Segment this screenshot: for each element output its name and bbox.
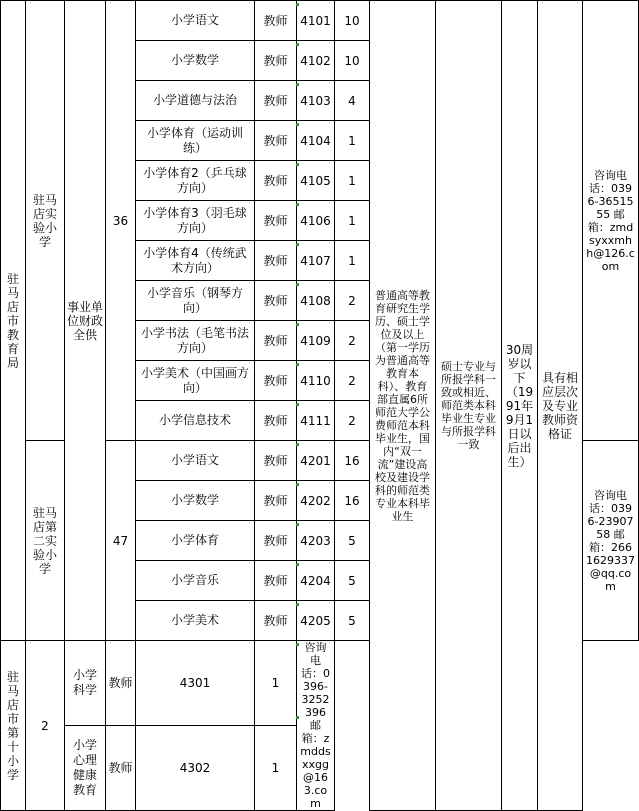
position-type-cell: 教师 [106,726,136,811]
certificate-requirement-cell: 具有相应层次及专业教师资格证 [538,1,583,811]
school-name-cell: 驻马店第二实验小学 [26,441,65,641]
cell-marker [296,43,299,46]
position-type-cell: 教师 [255,81,297,121]
cell-marker [296,163,299,166]
cell-marker [296,323,299,326]
cell-marker [296,123,299,126]
position-type-cell: 教师 [255,361,297,401]
position-code-cell: 4111 [297,401,335,441]
contact-cell: 咨询电话：0396-2390758 邮箱：2661629337@qq.com [583,441,639,641]
position-type-cell: 教师 [255,161,297,201]
cell-marker [296,483,299,486]
hire-count-cell: 1 [335,241,370,281]
organizer-cell: 驻马店市教育局 [1,1,26,641]
subject-cell: 小学道德与法治 [136,81,255,121]
position-type-cell: 教师 [255,1,297,41]
school-name-cell: 驻马店实验小学 [26,1,65,441]
cell-marker [296,243,299,246]
position-type-cell: 教师 [255,601,297,641]
position-code-cell: 4101 [297,1,335,41]
hire-count-cell: 2 [335,361,370,401]
position-code-cell: 4204 [297,561,335,601]
position-code-cell: 4110 [297,361,335,401]
position-type-cell: 教师 [255,121,297,161]
subject-cell: 小学体育（运动训练） [136,121,255,161]
major-requirement-cell: 硕士专业与所报学科一致或相近、师范类本科毕业生专业与所报学科一致 [436,1,502,811]
hire-count-cell: 1 [335,121,370,161]
cell-marker [296,716,299,719]
position-type-cell: 教师 [106,641,136,726]
cell-marker [296,403,299,406]
cell-marker [296,83,299,86]
age-requirement-cell: 30周岁以下（1991年9月1日以后出生） [502,1,538,811]
position-code-cell: 4106 [297,201,335,241]
subject-cell: 小学心理健康教育 [65,726,106,811]
position-code-cell: 4205 [297,601,335,641]
position-code-cell: 4107 [297,241,335,281]
position-code-cell: 4301 [136,641,255,726]
subject-cell: 小学信息技术 [136,401,255,441]
subject-cell: 小学美术 [136,601,255,641]
position-type-cell: 教师 [255,41,297,81]
cell-marker [296,283,299,286]
position-code-cell: 4109 [297,321,335,361]
position-code-cell: 4105 [297,161,335,201]
position-type-cell: 教师 [255,281,297,321]
position-code-cell: 4102 [297,41,335,81]
position-code-cell: 4103 [297,81,335,121]
hire-count-cell: 5 [335,561,370,601]
hire-count-cell: 10 [335,41,370,81]
position-code-cell: 4108 [297,281,335,321]
position-code-cell: 4302 [136,726,255,811]
contact-cell: 咨询电话：0396-3651555 邮箱：zmdsyxxmhh@126.com [583,1,639,441]
hire-count-cell: 1 [255,726,297,811]
subject-cell: 小学体育 [136,521,255,561]
hire-count-cell: 2 [335,321,370,361]
position-type-cell: 教师 [255,481,297,521]
school-total-cell: 36 [106,1,136,441]
position-code-cell: 4104 [297,121,335,161]
cell-marker [296,563,299,566]
subject-cell: 小学科学 [65,641,106,726]
hire-count-cell: 1 [255,641,297,726]
cell-marker [296,443,299,446]
hire-count-cell: 16 [335,481,370,521]
cell-marker [296,523,299,526]
hire-count-cell: 1 [335,161,370,201]
subject-cell: 小学体育4（传统武术方向） [136,241,255,281]
subject-cell: 小学数学 [136,41,255,81]
position-type-cell: 教师 [255,241,297,281]
hire-count-cell: 2 [335,401,370,441]
position-type-cell: 教师 [255,441,297,481]
subject-cell: 小学语文 [136,441,255,481]
contact-cell: 咨询电话：0396-3252396 邮箱：zmddsxxgg@163.com [297,641,335,811]
school-name-cell: 驻马店市第十小学 [1,641,26,811]
cell-marker [296,643,299,646]
hire-count-cell: 10 [335,1,370,41]
subject-cell: 小学美术（中国画方向） [136,361,255,401]
subject-cell: 小学音乐（钢琴方向） [136,281,255,321]
position-code-cell: 4202 [297,481,335,521]
subject-cell: 小学音乐 [136,561,255,601]
hire-count-cell: 1 [335,201,370,241]
position-type-cell: 教师 [255,521,297,561]
hire-count-cell: 5 [335,521,370,561]
position-type-cell: 教师 [255,201,297,241]
position-code-cell: 4201 [297,441,335,481]
subject-cell: 小学书法（毛笔书法方向） [136,321,255,361]
school-total-cell: 2 [26,641,65,811]
position-type-cell: 教师 [255,561,297,601]
position-code-cell: 4203 [297,521,335,561]
hire-count-cell: 2 [335,281,370,321]
subject-cell: 小学语文 [136,1,255,41]
school-total-cell: 47 [106,441,136,641]
subject-cell: 小学体育3（羽毛球方向） [136,201,255,241]
cell-marker [296,203,299,206]
position-type-cell: 教师 [255,321,297,361]
funding-type-cell: 事业单位财政全供 [65,1,106,641]
subject-cell: 小学体育2（乒乓球方向） [136,161,255,201]
cell-marker [296,363,299,366]
education-requirement-cell: 普通高等教育研究生学历、硕士学位及以上（第一学历为普通高等教育本科）、教育部直属6所师范大学公费师范本科毕业生，国内“双一流”建设高校及建设学科的师范类专业本科毕业生 [370,1,436,811]
cell-marker [296,603,299,606]
subject-cell: 小学数学 [136,481,255,521]
hire-count-cell: 16 [335,441,370,481]
position-type-cell: 教师 [255,401,297,441]
hire-count-cell: 4 [335,81,370,121]
hire-count-cell: 5 [335,601,370,641]
cell-marker [296,3,299,6]
